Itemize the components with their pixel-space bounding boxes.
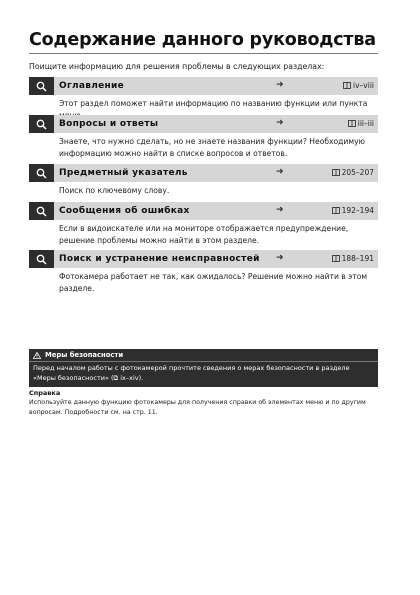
section-bar[interactable] xyxy=(29,250,378,268)
section-qa xyxy=(29,115,378,160)
section-bar[interactable] xyxy=(29,77,378,95)
warning-triangle-icon xyxy=(33,352,41,359)
page-title: Содержание данного руководства xyxy=(29,30,376,50)
section-label: Поиск и устранение неисправностей xyxy=(59,254,260,264)
page-range: iii–iii xyxy=(357,119,374,128)
magnifier-icon xyxy=(29,77,54,95)
section-label: Оглавление xyxy=(59,81,125,91)
page-range: iv–viii xyxy=(353,81,374,90)
page-reference[interactable] xyxy=(332,168,374,177)
section-errors xyxy=(29,202,378,247)
book-icon xyxy=(332,255,340,262)
warning-header xyxy=(29,349,378,362)
help-note-title: Справка xyxy=(29,389,61,397)
magnifier-icon xyxy=(29,250,54,268)
book-icon xyxy=(332,169,340,176)
book-icon xyxy=(343,82,351,89)
section-index xyxy=(29,164,378,197)
page-reference[interactable] xyxy=(343,81,374,90)
section-label: Сообщения об ошибках xyxy=(59,206,190,216)
section-description: Если в видоискателе или на мониторе отображается предупреждение, решение проблемы можно найти в этом разделе. xyxy=(59,224,349,245)
page-reference[interactable] xyxy=(348,119,374,128)
magnifier-icon xyxy=(29,164,54,182)
book-icon xyxy=(332,207,340,214)
magnifier-icon xyxy=(29,115,54,133)
section-bar[interactable] xyxy=(29,202,378,220)
section-description: Поиск по ключевому слову. xyxy=(59,186,170,195)
warning-title: Меры безопасности xyxy=(45,351,124,359)
arrow-icon: ➜ xyxy=(276,80,284,90)
section-bar[interactable] xyxy=(29,164,378,182)
arrow-icon: ➜ xyxy=(276,205,284,215)
section-troubleshooting xyxy=(29,250,378,295)
warning-text: Перед началом работы с фотокамерой прочтите сведения о мерах безопасности в разделе «Меры безопасности» (⧉ ix–xiv). xyxy=(33,364,350,382)
intro-text: Поищите информацию для решения проблемы в следующих разделах: xyxy=(29,62,325,71)
section-description: Этот раздел поможет найти информацию по названию функции или пункта xyxy=(59,99,368,108)
section-description: Знаете, что нужно сделать, но не знаете названия функции? Необходимую информацию можно найти в списке вопросов и ответов. xyxy=(59,137,365,158)
page-reference[interactable] xyxy=(332,254,374,263)
arrow-icon: ➜ xyxy=(276,118,284,128)
page-range: 205–207 xyxy=(341,168,374,177)
title-rule xyxy=(29,53,378,54)
help-note-text: Используйте данную функцию фотокамеры для получения справки об элементах меню и по другим вопросам. Подробности см. на стр. 11. xyxy=(29,399,366,416)
magnifier-icon xyxy=(29,202,54,220)
page-range: 188–191 xyxy=(341,254,374,263)
safety-warning-box xyxy=(29,349,378,387)
section-description: Фотокамера работает не так, как ожидалось? Решение можно найти в этом разделе. xyxy=(59,272,368,293)
section-label: Вопросы и ответы xyxy=(59,119,159,129)
arrow-icon: ➜ xyxy=(276,167,284,177)
page-reference[interactable] xyxy=(332,206,374,215)
section-bar[interactable] xyxy=(29,115,378,133)
page-range: 192–194 xyxy=(341,206,374,215)
arrow-icon: ➜ xyxy=(276,253,284,263)
book-icon xyxy=(348,120,356,127)
section-label: Предметный указатель xyxy=(59,168,188,178)
